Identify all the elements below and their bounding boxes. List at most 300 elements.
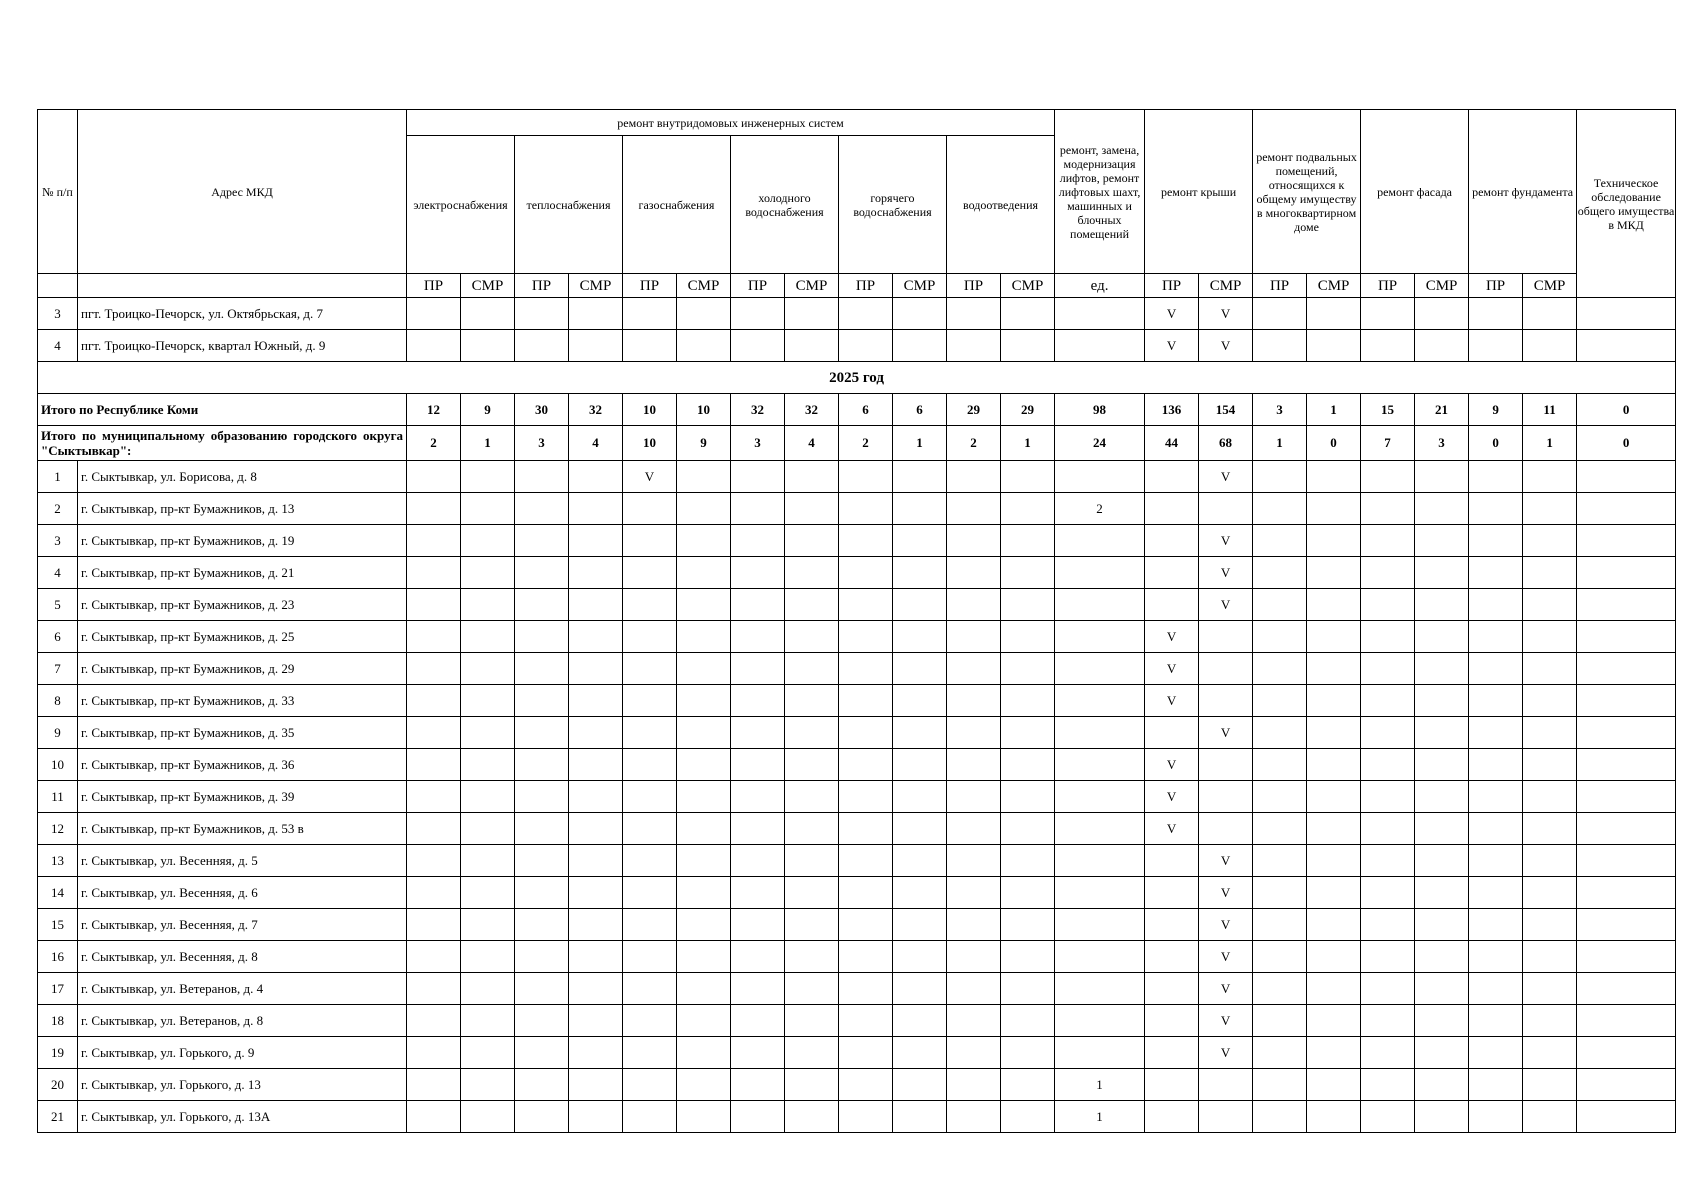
row-cell: V (1145, 685, 1199, 717)
row-address: г. Сыктывкар, пр-кт Бумажников, д. 19 (78, 525, 407, 557)
row-cell (1415, 589, 1469, 621)
row-cell (1577, 781, 1676, 813)
row-cell (1307, 1101, 1361, 1133)
row-cell (1469, 941, 1523, 973)
row-cell (1307, 621, 1361, 653)
total-cell: 3 (1253, 394, 1307, 426)
row-number: 10 (38, 749, 78, 781)
row-cell (515, 298, 569, 330)
row-cell (839, 621, 893, 653)
row-cell (407, 493, 461, 525)
total-cell: 10 (677, 394, 731, 426)
row-cell (1523, 749, 1577, 781)
row-cell: V (1199, 298, 1253, 330)
row-cell (623, 1037, 677, 1069)
row-cell (1577, 298, 1676, 330)
row-number: 5 (38, 589, 78, 621)
row-cell: V (1145, 813, 1199, 845)
row-address: г. Сыктывкар, ул. Весенняя, д. 6 (78, 877, 407, 909)
row-cell (407, 525, 461, 557)
row-cell (1361, 330, 1415, 362)
row-cell (1577, 973, 1676, 1005)
row-cell (731, 557, 785, 589)
total-cell: 10 (623, 426, 677, 461)
table-row (38, 621, 1676, 653)
row-cell (1415, 653, 1469, 685)
row-cell (1415, 461, 1469, 493)
row-cell (1001, 330, 1055, 362)
row-cell (1361, 1037, 1415, 1069)
row-cell (677, 330, 731, 362)
row-cell (1577, 909, 1676, 941)
row-cell (1145, 1101, 1199, 1133)
row-cell (677, 298, 731, 330)
row-cell (1361, 845, 1415, 877)
total-cell: 98 (1055, 394, 1145, 426)
row-cell (1577, 330, 1676, 362)
row-cell (515, 653, 569, 685)
row-cell (1523, 941, 1577, 973)
row-cell (947, 973, 1001, 1005)
header-inspection: Техническое обследование общего имущества в МКД (1577, 110, 1676, 298)
subheader-blank (38, 274, 78, 298)
row-cell (461, 493, 515, 525)
row-cell (1577, 621, 1676, 653)
row-cell (785, 717, 839, 749)
row-cell (1001, 717, 1055, 749)
total-cell: 2 (407, 426, 461, 461)
subheader-blank (78, 274, 407, 298)
row-cell (1199, 685, 1253, 717)
row-cell (461, 973, 515, 1005)
row-number: 4 (38, 557, 78, 589)
row-cell (1415, 941, 1469, 973)
row-cell (461, 1037, 515, 1069)
row-cell (1523, 298, 1577, 330)
row-cell (1307, 1069, 1361, 1101)
row-cell (1001, 909, 1055, 941)
row-cell (1055, 589, 1145, 621)
row-cell (1001, 1005, 1055, 1037)
row-cell (839, 781, 893, 813)
row-cell (1361, 653, 1415, 685)
row-cell (1523, 909, 1577, 941)
row-cell (569, 461, 623, 493)
row-cell (839, 973, 893, 1005)
row-cell (515, 877, 569, 909)
row-cell (515, 909, 569, 941)
row-cell (1253, 1069, 1307, 1101)
row-cell (515, 525, 569, 557)
row-cell (893, 685, 947, 717)
row-cell (1307, 461, 1361, 493)
row-cell (1001, 461, 1055, 493)
row-cell (623, 493, 677, 525)
row-address: г. Сыктывкар, пр-кт Бумажников, д. 53 в (78, 813, 407, 845)
row-cell (893, 589, 947, 621)
row-cell (839, 1037, 893, 1069)
row-cell (1055, 330, 1145, 362)
row-cell (1145, 461, 1199, 493)
total-cell: 2 (947, 426, 1001, 461)
row-cell (1523, 1037, 1577, 1069)
row-cell (1523, 1005, 1577, 1037)
row-cell (515, 749, 569, 781)
row-cell (785, 298, 839, 330)
row-cell (1577, 1101, 1676, 1133)
row-cell (893, 877, 947, 909)
row-cell (731, 749, 785, 781)
row-cell: V (1145, 749, 1199, 781)
row-cell (1361, 461, 1415, 493)
table-row (38, 909, 1676, 941)
total-cell: 30 (515, 394, 569, 426)
row-cell (515, 1005, 569, 1037)
row-cell (1055, 845, 1145, 877)
row-cell (1523, 330, 1577, 362)
row-cell (1253, 685, 1307, 717)
row-cell (677, 493, 731, 525)
row-cell (731, 1005, 785, 1037)
row-cell (623, 525, 677, 557)
row-cell (1469, 749, 1523, 781)
row-cell (1199, 749, 1253, 781)
subheader-pr: ПР (1469, 274, 1523, 298)
row-cell (1307, 589, 1361, 621)
row-cell (1253, 1005, 1307, 1037)
row-address: г. Сыктывкар, пр-кт Бумажников, д. 13 (78, 493, 407, 525)
total-cell: 1 (1307, 394, 1361, 426)
row-cell (1415, 493, 1469, 525)
row-cell (1577, 717, 1676, 749)
row-cell (785, 781, 839, 813)
row-cell (839, 845, 893, 877)
table-row (38, 653, 1676, 685)
row-cell (1415, 621, 1469, 653)
row-cell (893, 525, 947, 557)
row-cell (893, 1005, 947, 1037)
row-cell: V (1145, 653, 1199, 685)
row-cell (947, 845, 1001, 877)
row-cell (1523, 813, 1577, 845)
table-row (38, 461, 1676, 493)
row-cell (677, 1005, 731, 1037)
row-cell (839, 877, 893, 909)
total-cell: 9 (677, 426, 731, 461)
subheader-pr: ПР (407, 274, 461, 298)
row-cell (947, 685, 1001, 717)
row-cell (407, 557, 461, 589)
row-cell (1055, 973, 1145, 1005)
row-cell (1145, 1037, 1199, 1069)
row-cell (1577, 1037, 1676, 1069)
row-cell (461, 621, 515, 653)
header-sewerage: водоотведения (947, 136, 1055, 274)
row-cell (1253, 813, 1307, 845)
row-cell (1415, 909, 1469, 941)
row-cell (1361, 621, 1415, 653)
row-cell (1001, 877, 1055, 909)
row-cell (515, 941, 569, 973)
table-row (38, 717, 1676, 749)
subheader-pr: ПР (947, 274, 1001, 298)
row-cell (569, 973, 623, 1005)
row-cell (1523, 621, 1577, 653)
row-cell (1469, 909, 1523, 941)
row-cell (1253, 298, 1307, 330)
row-cell (1307, 1037, 1361, 1069)
subheader-smr: СМР (785, 274, 839, 298)
row-cell (569, 653, 623, 685)
row-cell (1001, 493, 1055, 525)
row-cell (1523, 877, 1577, 909)
header-address: Адрес МКД (78, 110, 407, 274)
subheader-units: ед. (1055, 274, 1145, 298)
row-cell (1469, 877, 1523, 909)
row-cell (839, 909, 893, 941)
row-cell (1145, 493, 1199, 525)
row-cell (1055, 941, 1145, 973)
total-cell: 1 (1523, 426, 1577, 461)
subheader-smr: СМР (569, 274, 623, 298)
row-cell (839, 685, 893, 717)
row-cell (677, 1101, 731, 1133)
row-number: 3 (38, 298, 78, 330)
row-cell (1415, 877, 1469, 909)
row-cell (1361, 685, 1415, 717)
row-cell (1307, 1005, 1361, 1037)
row-cell (569, 330, 623, 362)
row-cell (1253, 717, 1307, 749)
row-cell (623, 621, 677, 653)
row-cell (731, 330, 785, 362)
row-cell: V (1199, 909, 1253, 941)
row-cell (947, 749, 1001, 781)
row-cell (461, 717, 515, 749)
row-cell (785, 461, 839, 493)
subheader-pr: ПР (731, 274, 785, 298)
row-cell (407, 1101, 461, 1133)
row-cell: V (1145, 621, 1199, 653)
row-cell (569, 1069, 623, 1101)
address-rows (38, 461, 1676, 1133)
row-number: 16 (38, 941, 78, 973)
row-cell (1055, 298, 1145, 330)
row-cell (1577, 877, 1676, 909)
row-cell (785, 1005, 839, 1037)
row-cell (1361, 909, 1415, 941)
row-cell (1055, 653, 1145, 685)
row-cell (461, 877, 515, 909)
table-row (38, 557, 1676, 589)
row-cell (1001, 1069, 1055, 1101)
row-cell (1469, 845, 1523, 877)
row-number: 9 (38, 717, 78, 749)
row-cell (1253, 330, 1307, 362)
total-cell: 10 (623, 394, 677, 426)
row-cell (677, 557, 731, 589)
total-cell: 0 (1577, 426, 1676, 461)
row-address: г. Сыктывкар, пр-кт Бумажников, д. 25 (78, 621, 407, 653)
row-cell (1469, 298, 1523, 330)
row-cell (677, 877, 731, 909)
total-cell: 11 (1523, 394, 1577, 426)
row-cell (1361, 589, 1415, 621)
row-cell (1307, 653, 1361, 685)
header-engineering-systems: ремонт внутридомовых инженерных систем (407, 110, 1055, 136)
total-label: Итого по Республике Коми (38, 394, 407, 426)
total-label: Итого по муниципальному образованию городского округа "Сыктывкар": (38, 426, 407, 461)
table-row (38, 941, 1676, 973)
header-cold-water: холодного водоснабжения (731, 136, 839, 274)
row-cell (893, 845, 947, 877)
row-cell (623, 557, 677, 589)
row-cell (1469, 589, 1523, 621)
row-cell (1361, 1005, 1415, 1037)
row-cell (515, 781, 569, 813)
row-cell (947, 941, 1001, 973)
row-cell (839, 1005, 893, 1037)
row-cell (1001, 1037, 1055, 1069)
row-cell (1307, 813, 1361, 845)
row-cell (785, 621, 839, 653)
row-cell (785, 813, 839, 845)
table-row (38, 813, 1676, 845)
row-cell: V (1199, 589, 1253, 621)
year-heading: 2025 год (38, 362, 1676, 394)
row-cell (1577, 941, 1676, 973)
total-cell: 3 (731, 426, 785, 461)
total-cell: 3 (515, 426, 569, 461)
row-cell (407, 1037, 461, 1069)
total-cell: 2 (839, 426, 893, 461)
row-cell (1361, 525, 1415, 557)
row-cell (731, 909, 785, 941)
row-cell (947, 330, 1001, 362)
row-cell (1145, 557, 1199, 589)
row-cell: V (1199, 717, 1253, 749)
row-cell (407, 589, 461, 621)
row-cell (569, 877, 623, 909)
table-row (38, 1005, 1676, 1037)
row-cell (677, 781, 731, 813)
row-cell (893, 781, 947, 813)
row-cell (1001, 525, 1055, 557)
row-cell: V (1199, 877, 1253, 909)
row-cell (461, 589, 515, 621)
row-cell (839, 653, 893, 685)
row-cell (731, 973, 785, 1005)
total-row (38, 426, 1676, 461)
row-cell (407, 685, 461, 717)
row-cell (1415, 525, 1469, 557)
subheader-pr: ПР (839, 274, 893, 298)
row-cell (1199, 1101, 1253, 1133)
row-cell: V (1199, 461, 1253, 493)
row-cell (839, 813, 893, 845)
row-cell (1577, 653, 1676, 685)
row-cell (1523, 781, 1577, 813)
row-address: г. Сыктывкар, пр-кт Бумажников, д. 21 (78, 557, 407, 589)
row-cell (947, 877, 1001, 909)
row-cell (731, 493, 785, 525)
row-cell (623, 1069, 677, 1101)
row-cell (731, 941, 785, 973)
row-cell (1001, 685, 1055, 717)
row-cell (515, 461, 569, 493)
row-cell (1145, 525, 1199, 557)
row-cell (461, 1005, 515, 1037)
table-row (38, 525, 1676, 557)
table-row (38, 298, 1676, 330)
row-cell (1361, 877, 1415, 909)
row-cell (677, 749, 731, 781)
row-number: 1 (38, 461, 78, 493)
row-cell (407, 298, 461, 330)
row-cell (731, 621, 785, 653)
row-cell (407, 781, 461, 813)
row-cell (569, 781, 623, 813)
row-cell (785, 653, 839, 685)
total-cell: 21 (1415, 394, 1469, 426)
row-cell (947, 493, 1001, 525)
row-cell (623, 717, 677, 749)
row-cell (893, 749, 947, 781)
row-cell (515, 717, 569, 749)
row-cell (731, 1069, 785, 1101)
row-cell (1307, 557, 1361, 589)
total-cell: 154 (1199, 394, 1253, 426)
row-cell (515, 621, 569, 653)
row-cell (947, 1069, 1001, 1101)
table-row (38, 589, 1676, 621)
row-cell (1307, 845, 1361, 877)
total-cell: 6 (893, 394, 947, 426)
row-cell: V (1199, 973, 1253, 1005)
row-cell (731, 813, 785, 845)
row-cell (569, 1101, 623, 1133)
row-cell (569, 845, 623, 877)
row-cell (623, 973, 677, 1005)
row-cell (1199, 813, 1253, 845)
row-cell (1055, 1037, 1145, 1069)
row-cell (515, 493, 569, 525)
row-cell (785, 749, 839, 781)
row-cell (569, 941, 623, 973)
row-cell (1253, 589, 1307, 621)
row-cell (839, 589, 893, 621)
row-cell (623, 749, 677, 781)
row-cell (785, 909, 839, 941)
row-number: 21 (38, 1101, 78, 1133)
row-cell (1523, 557, 1577, 589)
header-lifts: ремонт, замена, модернизация лифтов, ремонт лифтовых шахт, машинных и блочных помещений (1055, 110, 1145, 274)
row-cell (1523, 717, 1577, 749)
total-cell: 7 (1361, 426, 1415, 461)
row-cell (1523, 461, 1577, 493)
row-cell (1361, 1069, 1415, 1101)
row-cell (1577, 1005, 1676, 1037)
row-cell (623, 909, 677, 941)
total-cell: 32 (569, 394, 623, 426)
year-section (38, 362, 1676, 394)
subheader-smr: СМР (893, 274, 947, 298)
row-cell (1577, 493, 1676, 525)
table-row (38, 749, 1676, 781)
row-cell (1415, 781, 1469, 813)
row-cell (407, 749, 461, 781)
row-cell (569, 493, 623, 525)
